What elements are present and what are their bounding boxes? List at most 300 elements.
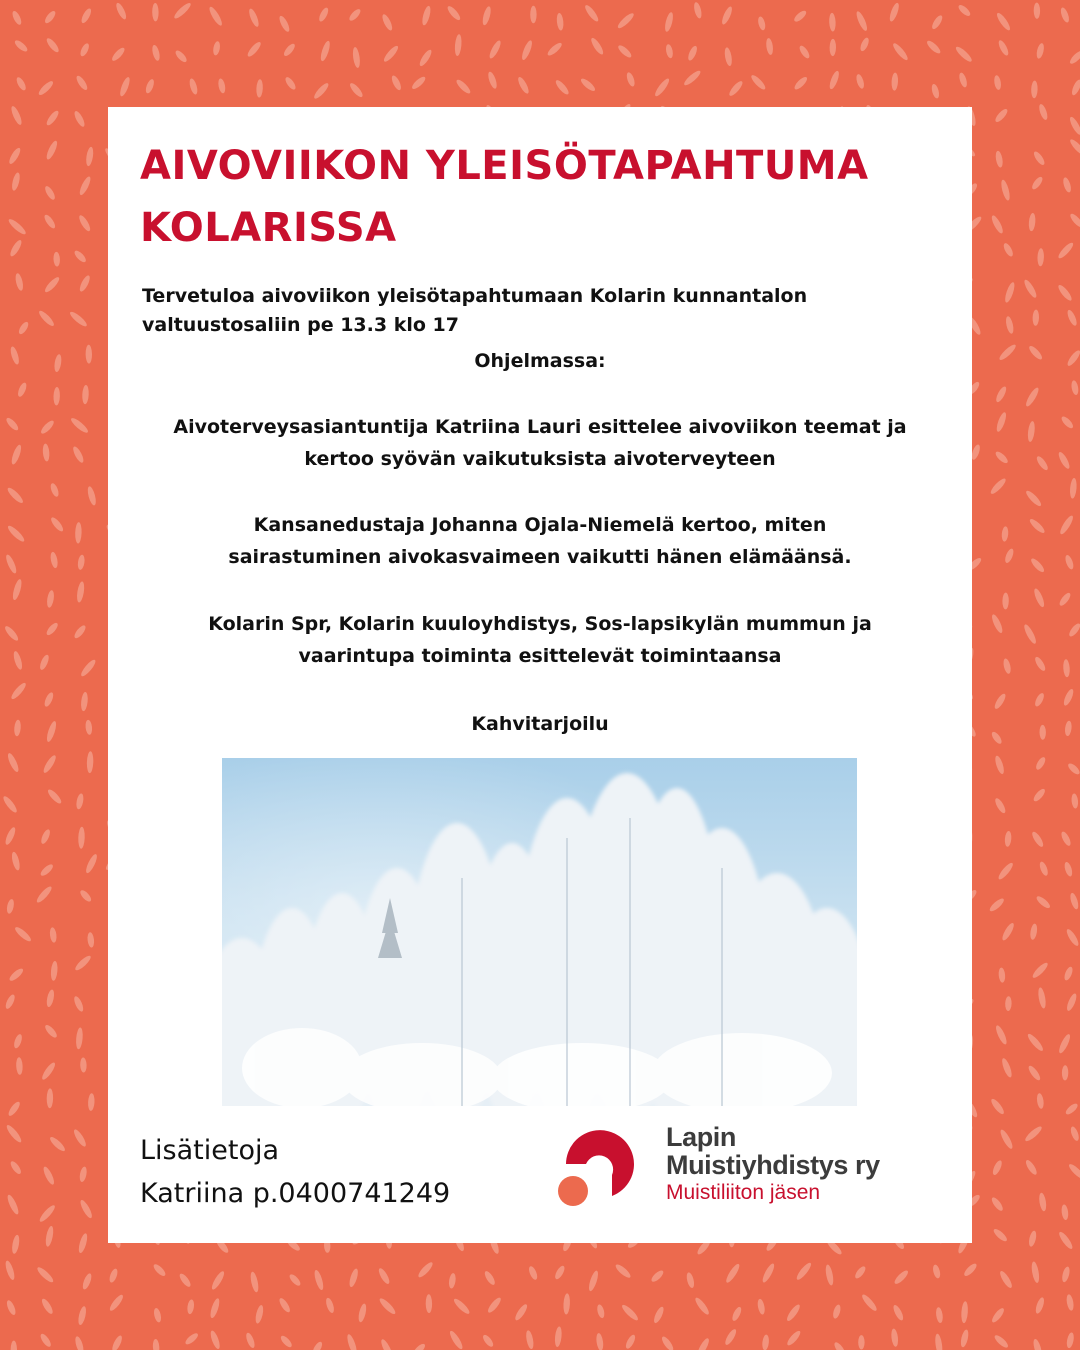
background-dash xyxy=(249,1271,260,1293)
program-item-2-line-1: Kansanedustaja Johanna Ojala-Niemelä kertoo, miten xyxy=(253,514,827,536)
background-dash xyxy=(1069,1126,1080,1142)
background-dash xyxy=(1039,725,1046,740)
background-dash xyxy=(1057,1033,1072,1055)
background-dash xyxy=(1063,966,1074,982)
background-dash xyxy=(853,1265,867,1280)
background-dash xyxy=(45,109,61,127)
background-dash xyxy=(1034,756,1047,771)
background-dash xyxy=(246,40,263,58)
background-dash xyxy=(118,76,131,97)
background-dash xyxy=(994,385,1008,403)
background-dash xyxy=(625,71,636,87)
background-dash xyxy=(757,16,767,31)
background-dash xyxy=(723,1328,738,1347)
background-dash xyxy=(1062,1065,1069,1080)
background-dash xyxy=(455,78,473,96)
background-dash xyxy=(997,39,1010,57)
background-dash xyxy=(993,692,1008,710)
background-dash xyxy=(6,752,21,773)
background-dash xyxy=(1005,996,1012,1011)
background-dash xyxy=(650,1269,665,1284)
background-dash xyxy=(1065,928,1080,948)
background-dash xyxy=(77,554,85,570)
logo-name-line-1: Lapin xyxy=(666,1122,736,1152)
background-dash xyxy=(1061,1204,1069,1220)
background-dash xyxy=(1062,177,1073,194)
background-dash xyxy=(1066,762,1080,777)
background-dash xyxy=(686,45,698,62)
background-dash xyxy=(212,41,221,56)
background-dash xyxy=(4,1260,16,1281)
background-dash xyxy=(988,897,1006,914)
background-dash xyxy=(11,1341,17,1350)
background-dash xyxy=(962,1262,978,1278)
background-dash xyxy=(1024,1159,1039,1177)
background-dash xyxy=(925,39,942,55)
background-dash xyxy=(49,482,60,498)
background-dash xyxy=(1003,281,1016,303)
background-dash xyxy=(10,444,23,466)
program-item-2-line-2: sairastuminen aivokasvaimeen vaikutti hänen elämäänsä. xyxy=(228,546,852,568)
background-dash xyxy=(9,681,27,701)
background-dash xyxy=(958,72,969,88)
background-dash xyxy=(932,1264,942,1279)
background-dash xyxy=(37,309,56,328)
background-dash xyxy=(989,1097,1005,1116)
background-dash xyxy=(42,443,50,461)
background-dash xyxy=(563,1293,571,1315)
background-dash xyxy=(553,1264,566,1280)
background-dash xyxy=(934,1333,943,1350)
background-dash xyxy=(785,1303,802,1323)
background-dash xyxy=(8,967,25,983)
background-dash xyxy=(13,1033,24,1049)
background-dash xyxy=(279,1334,294,1349)
background-dash xyxy=(587,1270,600,1292)
background-dash xyxy=(616,43,633,59)
background-dash xyxy=(209,1297,221,1319)
background-dash xyxy=(1029,923,1038,940)
background-dash xyxy=(765,38,774,56)
background-dash xyxy=(47,1088,54,1108)
background-dash xyxy=(1070,380,1079,396)
background-dash xyxy=(8,239,23,258)
background-dash xyxy=(596,1304,606,1319)
background-dash xyxy=(994,450,1010,465)
background-dash xyxy=(1030,830,1045,848)
background-dash xyxy=(13,925,32,943)
background-dash xyxy=(49,927,57,943)
logo-name-line-2: Muistiyhdistys ry xyxy=(666,1150,880,1180)
background-dash xyxy=(749,73,767,91)
background-dash xyxy=(114,2,128,21)
background-dash xyxy=(1057,451,1072,471)
background-dash xyxy=(1004,831,1012,847)
background-dash xyxy=(416,1260,434,1279)
background-dash xyxy=(76,581,86,603)
background-dash xyxy=(696,1337,711,1350)
program-heading xyxy=(122,345,958,377)
background-dash xyxy=(11,1234,21,1254)
background-dash xyxy=(995,11,1012,32)
background-dash xyxy=(73,624,88,640)
background-dash xyxy=(3,624,20,642)
background-dash xyxy=(793,75,809,91)
background-dash xyxy=(513,1303,529,1322)
background-dash xyxy=(1032,1338,1043,1350)
background-dash xyxy=(1060,830,1073,847)
title-line-1: AIVOVIIKON YLEISÖTAPAHTUMA xyxy=(140,143,869,189)
background-dash xyxy=(1027,421,1036,443)
background-dash xyxy=(82,385,89,405)
background-dash xyxy=(9,346,21,366)
background-dash xyxy=(1030,1261,1040,1283)
background-dash xyxy=(993,75,1002,91)
background-dash xyxy=(79,42,91,57)
background-dash xyxy=(516,76,530,95)
background-dash xyxy=(832,1304,842,1320)
background-dash xyxy=(78,175,93,196)
intro-text xyxy=(142,282,942,340)
background-dash xyxy=(13,38,29,53)
background-dash xyxy=(891,72,898,90)
page-title xyxy=(140,135,940,259)
background-dash xyxy=(43,9,57,24)
background-dash xyxy=(1028,1230,1038,1247)
background-dash xyxy=(762,1334,770,1350)
background-dash xyxy=(46,788,63,806)
background-dash xyxy=(78,827,85,849)
background-dash xyxy=(7,1100,22,1117)
contact-info xyxy=(140,1129,450,1215)
background-dash xyxy=(11,172,22,192)
background-dash xyxy=(40,1297,55,1315)
background-dash xyxy=(10,851,21,871)
background-dash xyxy=(530,6,536,24)
background-dash xyxy=(184,1331,200,1346)
background-dash xyxy=(11,578,23,601)
background-dash xyxy=(997,861,1015,881)
background-dash xyxy=(1002,593,1009,610)
background-dash xyxy=(426,1294,433,1313)
background-dash xyxy=(313,1269,325,1291)
background-dash xyxy=(1024,489,1043,508)
program-heading-text: Ohjelmassa: xyxy=(474,350,606,372)
background-dash xyxy=(79,889,93,904)
background-dash xyxy=(45,720,58,743)
background-dash xyxy=(80,692,88,712)
background-dash xyxy=(108,1293,125,1312)
background-dash xyxy=(81,1272,93,1290)
background-dash xyxy=(957,3,972,18)
background-dash xyxy=(720,5,734,25)
background-dash xyxy=(793,9,808,24)
background-dash xyxy=(961,1301,969,1323)
background-dash xyxy=(254,1304,264,1324)
background-dash xyxy=(80,7,93,24)
program-item-1 xyxy=(122,411,958,475)
background-dash xyxy=(37,79,55,97)
background-dash xyxy=(1061,1266,1071,1283)
background-dash xyxy=(1066,349,1080,368)
background-dash xyxy=(84,853,99,875)
background-dash xyxy=(14,719,22,736)
background-dash xyxy=(685,1272,695,1289)
flyer-card xyxy=(108,107,972,1243)
background-dash xyxy=(859,37,871,53)
background-dash xyxy=(487,71,499,90)
background-dash xyxy=(994,755,1006,775)
background-dash xyxy=(1071,793,1079,809)
background-dash xyxy=(50,961,58,981)
background-dash xyxy=(39,863,55,878)
background-dash xyxy=(12,650,24,670)
background-dash xyxy=(45,989,55,1008)
background-dash xyxy=(1063,861,1074,877)
background-dash xyxy=(1022,623,1038,645)
background-dash xyxy=(1031,80,1038,98)
intro-line-1: Tervetuloa aivoviikon yleisötapahtumaan Kolarin kunnantalon xyxy=(142,285,808,307)
background-dash xyxy=(995,411,1008,433)
background-dash xyxy=(1066,309,1079,327)
background-dash xyxy=(520,39,534,61)
background-dash xyxy=(207,5,224,27)
background-dash xyxy=(245,1332,257,1349)
background-dash xyxy=(9,1160,23,1176)
background-dash xyxy=(209,1330,222,1350)
background-dash xyxy=(1070,78,1080,96)
background-dash xyxy=(1027,1064,1042,1082)
background-dash xyxy=(144,78,155,94)
background-dash xyxy=(7,146,22,165)
background-dash xyxy=(990,730,1003,745)
background-dash xyxy=(77,1233,89,1254)
background-dash xyxy=(989,477,1008,496)
background-dash xyxy=(990,1196,1005,1213)
background-dash xyxy=(1057,241,1076,260)
background-dash xyxy=(36,1265,56,1284)
background-dash xyxy=(554,1326,563,1347)
background-dash xyxy=(9,105,23,126)
background-dash xyxy=(278,1297,292,1314)
background-dash xyxy=(348,81,364,98)
background-dash xyxy=(382,44,400,63)
background-dash xyxy=(693,1296,711,1316)
background-dash xyxy=(589,36,605,56)
background-dash xyxy=(483,1270,497,1287)
background-dash xyxy=(757,1298,766,1315)
background-dash xyxy=(152,1339,159,1350)
background-dash xyxy=(1066,1294,1075,1311)
background-dash xyxy=(785,1329,802,1347)
program-item-3-line-1: Kolarin Spr, Kolarin kuuloyhdistys, Sos-lapsikylän mummun ja xyxy=(208,613,872,635)
organization-logo xyxy=(556,1119,896,1209)
background-dash xyxy=(1030,175,1044,191)
background-dash xyxy=(152,3,159,22)
background-dash xyxy=(278,15,292,34)
background-dash xyxy=(110,1334,123,1350)
background-dash xyxy=(1058,514,1075,536)
background-dash xyxy=(79,658,97,678)
background-dash xyxy=(893,1269,910,1286)
background-dash xyxy=(6,898,15,914)
background-dash xyxy=(998,1128,1014,1150)
background-dash xyxy=(1024,386,1041,408)
background-dash xyxy=(390,74,403,91)
background-dash xyxy=(6,524,26,544)
background-dash xyxy=(998,1269,1014,1289)
background-dash xyxy=(71,445,85,464)
background-dash xyxy=(40,828,52,845)
background-dash xyxy=(38,1203,57,1223)
background-dash xyxy=(1069,892,1080,910)
background-dash xyxy=(46,590,55,608)
background-dash xyxy=(188,78,199,96)
background-dash xyxy=(1029,557,1046,574)
background-dash xyxy=(421,5,432,26)
background-dash xyxy=(481,6,492,26)
background-dash xyxy=(5,1123,24,1144)
background-dash xyxy=(73,110,87,128)
background-dash xyxy=(1032,587,1046,608)
background-dash xyxy=(527,1265,539,1281)
background-dash xyxy=(40,1061,57,1081)
background-dash xyxy=(1064,720,1072,736)
background-dash xyxy=(488,39,503,60)
background-dash xyxy=(153,1307,163,1323)
background-dash xyxy=(178,1272,193,1288)
background-dash xyxy=(352,47,361,69)
background-dash xyxy=(1000,179,1012,201)
background-dash xyxy=(616,11,636,30)
background-dash xyxy=(312,81,330,100)
background-dash xyxy=(288,1273,302,1288)
background-dash xyxy=(828,70,841,90)
background-dash xyxy=(682,69,702,87)
background-dash xyxy=(1064,1102,1079,1116)
background-dash xyxy=(481,1333,495,1348)
background-dash xyxy=(855,10,869,32)
background-dash xyxy=(1028,213,1036,232)
logo-mark-icon xyxy=(556,1119,656,1209)
background-dash xyxy=(1002,242,1015,258)
background-dash xyxy=(660,1335,675,1350)
program-item-3 xyxy=(122,608,958,672)
background-dash xyxy=(79,1166,88,1183)
background-dash xyxy=(1035,894,1052,910)
program-item-4 xyxy=(122,708,958,740)
background-dash xyxy=(75,793,84,810)
program-item-4-text: Kahvitarjoilu xyxy=(471,713,609,735)
background-dash xyxy=(1067,622,1080,638)
background-dash xyxy=(1028,517,1046,535)
background-dash xyxy=(452,1297,471,1316)
background-dash xyxy=(14,273,24,292)
logo-subtitle: Muistiliiton jäsen xyxy=(666,1181,821,1204)
background-dash xyxy=(653,77,671,98)
background-dash xyxy=(1005,316,1015,335)
background-dash xyxy=(1002,658,1012,675)
background-dash xyxy=(1057,1230,1074,1250)
background-dash xyxy=(1037,248,1044,266)
contact-label: Lisätietoja xyxy=(140,1135,280,1166)
background-dash xyxy=(998,967,1006,983)
background-dash xyxy=(829,39,836,56)
background-dash xyxy=(1064,554,1075,570)
background-dash xyxy=(448,1329,465,1350)
background-dash xyxy=(994,1024,1009,1046)
background-dash xyxy=(652,1305,665,1324)
background-dash xyxy=(930,14,944,31)
background-dash xyxy=(345,1333,358,1350)
background-dash xyxy=(73,954,92,972)
background-dash xyxy=(378,1296,398,1316)
background-dash xyxy=(75,1027,83,1049)
background-dash xyxy=(151,44,161,61)
background-dash xyxy=(17,320,30,335)
background-dash xyxy=(1068,212,1080,229)
background-dash xyxy=(1058,591,1073,607)
program-item-1-line-2: kertoo syövän vaikutuksista aivoterveyteen xyxy=(304,448,776,470)
background-dash xyxy=(1056,283,1073,302)
background-dash xyxy=(525,1330,535,1350)
background-dash xyxy=(1038,861,1049,877)
background-dash xyxy=(357,1303,368,1323)
background-dash xyxy=(1031,961,1050,980)
background-dash xyxy=(1066,1332,1075,1349)
background-dash xyxy=(4,993,17,1010)
background-dash xyxy=(74,1335,85,1350)
background-dash xyxy=(998,343,1018,362)
background-dash xyxy=(448,1273,456,1289)
background-dash xyxy=(486,1296,503,1314)
background-dash xyxy=(42,754,58,775)
background-dash xyxy=(377,1267,391,1286)
background-dash xyxy=(43,1023,58,1039)
background-dash xyxy=(15,76,28,92)
background-dash xyxy=(88,1093,95,1111)
background-dash xyxy=(583,3,600,23)
background-dash xyxy=(43,185,56,201)
background-dash xyxy=(890,1328,899,1347)
background-dash xyxy=(798,44,811,60)
background-dash xyxy=(53,387,60,406)
background-dash xyxy=(80,1057,87,1072)
background-dash xyxy=(731,1306,743,1322)
background-dash xyxy=(78,1199,93,1220)
background-dash xyxy=(85,345,92,364)
background-dash xyxy=(85,146,94,166)
background-dash xyxy=(991,1159,1003,1176)
background-dash xyxy=(1068,49,1080,66)
background-dash xyxy=(348,1268,360,1288)
background-dash xyxy=(6,486,25,505)
background-dash xyxy=(7,217,28,236)
background-dash xyxy=(256,79,263,98)
background-dash xyxy=(4,826,18,846)
background-dash xyxy=(418,48,434,67)
background-dash xyxy=(39,1332,53,1348)
background-dash xyxy=(1067,1162,1080,1181)
background-dash xyxy=(16,382,28,398)
background-dash xyxy=(1038,103,1049,121)
background-dash xyxy=(1038,1192,1047,1211)
background-dash xyxy=(11,10,23,26)
background-dash xyxy=(187,1299,195,1315)
background-dash xyxy=(379,1338,394,1350)
background-dash xyxy=(546,41,564,58)
background-dash xyxy=(855,73,866,89)
